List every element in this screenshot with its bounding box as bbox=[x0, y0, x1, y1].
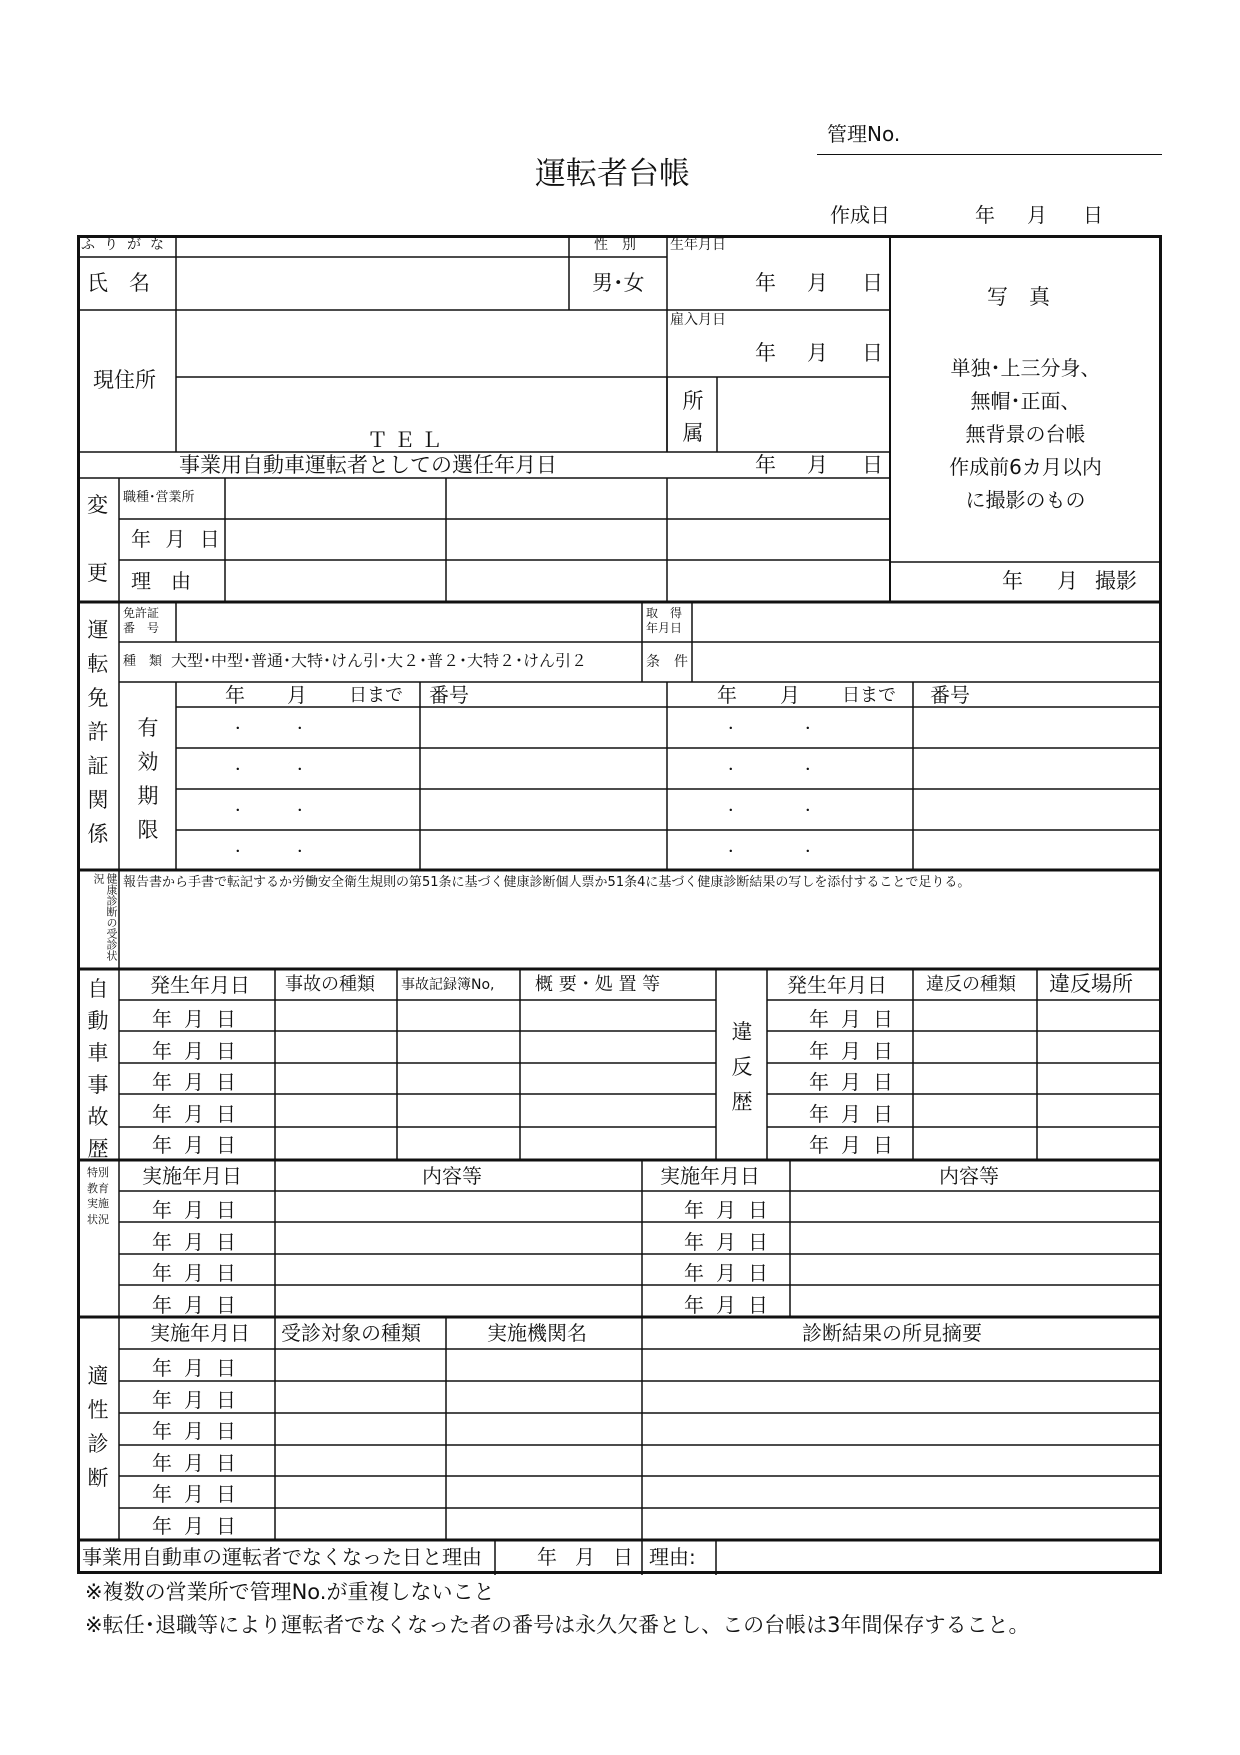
license-number-field[interactable] bbox=[177, 603, 640, 641]
retire-month: 月 bbox=[575, 1545, 595, 1569]
note-1: ※複数の営業所で管理No.が重複しないこと bbox=[85, 1580, 495, 1604]
hire-day: 日 bbox=[862, 341, 883, 365]
ymd-cell: 年月日 bbox=[809, 1101, 905, 1126]
ymd-cell: 年月日 bbox=[152, 1198, 248, 1222]
change-job-label: 職種･営業所 bbox=[123, 490, 195, 505]
special-edu-header-content: 内容等 bbox=[422, 1164, 482, 1188]
accident-side-label: 自動車事故歴 bbox=[87, 977, 109, 1161]
photo-month: 月 bbox=[1057, 569, 1078, 593]
violation-header-type: 違反の種類 bbox=[926, 974, 1016, 995]
ymd-cell: 年月日 bbox=[152, 1070, 248, 1094]
hire-year: 年 bbox=[755, 341, 776, 365]
ymd-cell: 年月日 bbox=[152, 1133, 248, 1157]
hire-date-label: 雇入月日 bbox=[670, 312, 726, 328]
validity-number-header: 番号 bbox=[429, 683, 469, 707]
birth-day: 日 bbox=[862, 271, 883, 295]
ymd-cell: 年月日 bbox=[152, 1387, 248, 1412]
health-side-label: 健康診断の受診状況 bbox=[92, 873, 118, 961]
validity-side-label: 有効期限 bbox=[137, 716, 159, 842]
license-number-label: 免許証 番 号 bbox=[123, 606, 160, 635]
special-edu-header-date: 実施年月日 bbox=[660, 1164, 760, 1188]
aptitude-header-institution: 実施機関名 bbox=[487, 1321, 587, 1345]
accident-header-type: 事故の種類 bbox=[285, 974, 375, 995]
address-label: 現住所 bbox=[93, 368, 156, 392]
special-edu-side-label: 特別教育実施状況 bbox=[87, 1166, 109, 1226]
validity-dot: ． bbox=[728, 795, 746, 816]
photo-year: 年 bbox=[1002, 569, 1023, 593]
validity-dot: ． bbox=[297, 795, 315, 816]
validity-dot: ． bbox=[235, 754, 253, 775]
selection-date-label: 事業用自動車運転者としての選任年月日 bbox=[179, 453, 557, 477]
ymd-cell: 年月日 bbox=[809, 1007, 905, 1031]
ymd-cell: 年月日 bbox=[809, 1038, 905, 1063]
aptitude-header-type: 受診対象の種類 bbox=[281, 1321, 421, 1345]
ymd-cell: 年月日 bbox=[684, 1261, 780, 1285]
ymd-cell: 年月日 bbox=[152, 1261, 248, 1285]
accident-date-cells bbox=[152, 1004, 272, 1162]
validity-dot: ． bbox=[297, 836, 315, 857]
validity-year-header: 年 bbox=[717, 683, 737, 707]
aptitude-header-date: 実施年月日 bbox=[150, 1321, 250, 1345]
validity-dot: ． bbox=[297, 713, 315, 734]
change-side-label-2: 更 bbox=[87, 561, 108, 585]
license-side-label: 運転免許証関係 bbox=[87, 618, 109, 846]
birth-month: 月 bbox=[807, 271, 828, 295]
change-date-label: 年 月 日 bbox=[131, 527, 224, 551]
ymd-cell: 年月日 bbox=[152, 1513, 248, 1538]
ymd-cell: 年月日 bbox=[684, 1229, 780, 1254]
ymd-cell: 年月日 bbox=[152, 1356, 248, 1380]
tel-label: ＴＥＬ bbox=[367, 428, 448, 452]
special-edu-header-date: 実施年月日 bbox=[142, 1164, 242, 1188]
license-types[interactable]: 大型･中型･普通･大特･けん引･大２･普２･大特２･けん引２ bbox=[171, 653, 588, 669]
selection-month: 月 bbox=[807, 453, 828, 477]
department-field[interactable] bbox=[718, 378, 889, 451]
ymd-cell: 年月日 bbox=[152, 1101, 248, 1126]
retire-day: 日 bbox=[613, 1545, 633, 1569]
furigana-label: ふりがな bbox=[81, 237, 173, 253]
license-condition-label: 条 件 bbox=[646, 654, 688, 670]
retire-year: 年 bbox=[537, 1545, 557, 1569]
ymd-cell: 年月日 bbox=[152, 1482, 248, 1507]
ymd-cell: 年月日 bbox=[152, 1292, 248, 1317]
validity-number-header: 番号 bbox=[930, 683, 970, 707]
validity-dot: ． bbox=[728, 713, 746, 734]
validity-dot: ． bbox=[235, 713, 253, 734]
license-acquired-field[interactable] bbox=[694, 603, 1160, 641]
validity-dot: ． bbox=[805, 713, 823, 734]
health-note: 報告書から手書で転記するか労働安全衛生規則の第51条に基づく健康診断個人票か51条4に基づく健康診断結果の写しを添付することで足りる。 bbox=[123, 875, 971, 890]
violation-date-cells bbox=[809, 1004, 929, 1162]
validity-month-header: 月 bbox=[780, 683, 800, 707]
selection-day: 日 bbox=[862, 453, 883, 477]
photo-taken-label: 撮影 bbox=[1095, 569, 1137, 593]
sex-label: 性 別 bbox=[594, 237, 636, 253]
ymd-cell: 年月日 bbox=[809, 1133, 905, 1157]
note-2: ※転任･退職等により運転者でなくなった者の番号は永久欠番とし、この台帳は3年間保存すること。 bbox=[85, 1613, 1030, 1637]
validity-dot: ． bbox=[235, 795, 253, 816]
photo-instruction-line: に撮影のもの bbox=[965, 488, 1086, 512]
validity-until-header: 日まで bbox=[349, 685, 403, 706]
change-side-label-1: 変 bbox=[87, 493, 108, 517]
ymd-cell: 年月日 bbox=[684, 1198, 780, 1222]
created-year: 年 bbox=[975, 203, 995, 227]
aptitude-header-findings: 診断結果の所見摘要 bbox=[802, 1321, 982, 1345]
hire-month: 月 bbox=[807, 341, 828, 365]
ymd-cell: 年月日 bbox=[809, 1070, 905, 1094]
retire-label: 事業用自動車の運転者でなくなった日と理由 bbox=[82, 1545, 482, 1569]
violation-header-date: 発生年月日 bbox=[787, 973, 887, 997]
license-acquired-label: 取 得 年月日 bbox=[646, 606, 683, 635]
created-day: 日 bbox=[1083, 203, 1103, 227]
ymd-cell: 年月日 bbox=[684, 1292, 780, 1317]
department-label: 所属 bbox=[682, 389, 704, 445]
management-no-label: 管理No. bbox=[827, 122, 901, 146]
ymd-cell: 年月日 bbox=[152, 1038, 248, 1063]
validity-month-header: 月 bbox=[287, 683, 307, 707]
page-title: 運転者台帳 bbox=[535, 156, 690, 192]
violation-side-label: 違反歴 bbox=[731, 1020, 753, 1114]
validity-until-header: 日まで bbox=[842, 685, 896, 706]
created-month: 月 bbox=[1027, 203, 1047, 227]
name-field[interactable] bbox=[177, 258, 567, 309]
ymd-cell: 年月日 bbox=[152, 1229, 248, 1254]
aptitude-date-cells bbox=[152, 1353, 272, 1543]
special-edu-date-cells bbox=[684, 1195, 804, 1321]
ymd-cell: 年月日 bbox=[152, 1007, 248, 1031]
special-edu-date-cells bbox=[152, 1195, 272, 1321]
ymd-cell: 年月日 bbox=[152, 1450, 248, 1475]
special-edu-header-content: 内容等 bbox=[939, 1164, 999, 1188]
health-check-field[interactable] bbox=[120, 895, 1160, 968]
accident-header-record-no: 事故記録簿No, bbox=[401, 977, 495, 993]
validity-dot: ． bbox=[805, 836, 823, 857]
validity-dot: ． bbox=[805, 795, 823, 816]
photo-instruction-line: 無帽･正面、 bbox=[970, 389, 1081, 413]
photo-instruction-line: 単独･上三分身、 bbox=[950, 356, 1101, 380]
driver-ledger-form bbox=[77, 235, 1162, 1575]
validity-dot: ． bbox=[728, 836, 746, 857]
furigana-field[interactable] bbox=[177, 237, 567, 257]
photo-instruction-line: 無背景の台帳 bbox=[965, 422, 1086, 446]
created-date-label: 作成日 bbox=[830, 203, 890, 227]
photo-title: 写 真 bbox=[987, 285, 1050, 309]
aptitude-side-label: 適性診断 bbox=[87, 1364, 109, 1490]
change-reason-label: 理 由 bbox=[131, 569, 191, 593]
sex-selector[interactable]: 男･女 bbox=[592, 271, 645, 295]
selection-year: 年 bbox=[755, 453, 776, 477]
photo-instructions bbox=[892, 352, 1159, 517]
accident-header-date: 発生年月日 bbox=[150, 973, 250, 997]
retire-reason-field[interactable] bbox=[718, 1542, 1160, 1573]
validity-year-header: 年 bbox=[225, 683, 245, 707]
retire-reason-label: 理由: bbox=[649, 1545, 696, 1569]
violation-header-place: 違反場所 bbox=[1049, 972, 1133, 996]
validity-dot: ． bbox=[728, 754, 746, 775]
name-label: 氏 名 bbox=[87, 271, 150, 295]
validity-dot: ． bbox=[235, 836, 253, 857]
validity-dot: ． bbox=[805, 754, 823, 775]
license-type-label: 種 類 bbox=[123, 654, 163, 669]
accident-header-summary: 概 要・処 置 等 bbox=[535, 974, 661, 995]
ymd-cell: 年月日 bbox=[152, 1419, 248, 1444]
birth-date-label: 生年月日 bbox=[670, 237, 726, 253]
photo-instruction-line: 作成前6カ月以内 bbox=[949, 455, 1102, 479]
birth-year: 年 bbox=[755, 271, 776, 295]
validity-dot: ． bbox=[297, 754, 315, 775]
management-no-field[interactable] bbox=[817, 132, 1162, 155]
